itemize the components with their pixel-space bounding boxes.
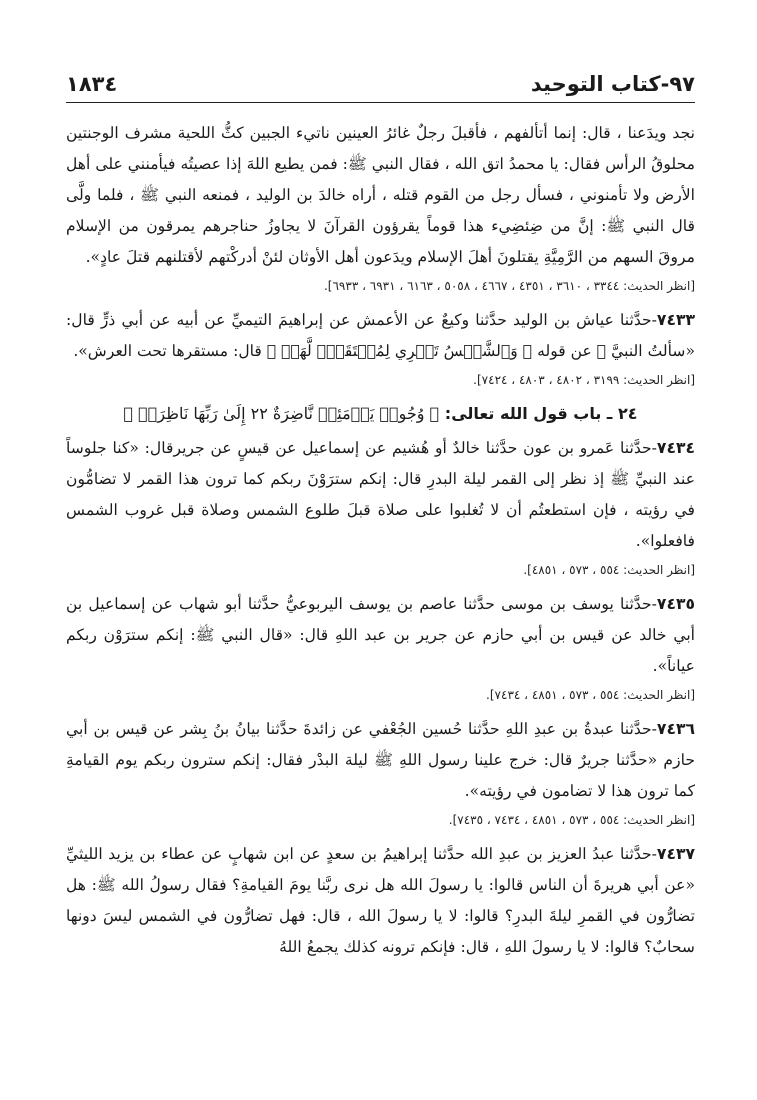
hadith-continuation: نجد ويدَعنا ، قال: إنما أتألفهم ، فأقبلَ رجلٌ غائرُ العينين ناتيء الجبين كثُّ اللحية مشرف الوجنتين محلوقُ الرأس فقال: يا محمدُ اتق الله ، فقال النبي ﷺ: فمن يطيع اللهَ إذا عصيتُه فيأمنني على أهل الأرض ولا تأمنوني ، فسأل رجل من القوم قتله ، أراه خالدَ بن الوليد ، فمنعه النبي ﷺ ، فلما ولَّى قال النبي ﷺ: إنَّ من ضِئضِيء هذا قوماً يقرؤون القرآنَ لا يجاوزُ حناجرهم يمرقون من الإسلام مروقَ السهم من الرَّمِيَّةِ يقتلونَ أهلَ الإسلام ويدَعون أهل الأوثان لئنْ أدركْتهم لأقتلنهم قتلَ عادٍ».: [66, 124, 695, 266]
hadith-number: ٧٤٣٥: [656, 595, 695, 613]
hadith-text: -حدَّثنا عَمرو بن عون حدَّثنا خالدٌ أو هُشيم عن إسماعيل عن قيسٍ عن جريرقال: «كنا جلوساً عند النبيِّ ﷺ إذ نظر إلى القمر ليلة البدرِ قال: إنكم سترَوْنَ ربكم كما ترون هذا القمر لا تضامُّون في رؤيته ، فإن استطعتُم أن لا تُغلبوا على صلاة قبلَ طلوع الشمس وصلاة قبل غروب الشمس فافعلوا».: [66, 439, 695, 550]
page-content: [66, 118, 695, 963]
hadith-7435: [66, 589, 695, 682]
page-header: [66, 72, 695, 103]
hadith-reference: [انظر الحديث: ٥٥٤ ، ٥٧٣ ، ٤٨٥١].: [523, 563, 695, 577]
hadith-7437: [66, 839, 695, 963]
hadith-text: -حدَّثنا عياش بن الوليد حدَّثنا وكيعٌ عن الأعمش عن إبراهيمَ التيميِّ عن أبيه عن أبي ذرٍّ قال: «سألتُ النبيَّ ﷺ عن قوله ﴿ وَٱلشَّمۡسُ تَجۡرِي لِمُسۡتَقَرّٖ لَّهَاۚ ﴾ قال: مستقرها تحت العرش».: [66, 311, 695, 360]
hadith-number: ٧٤٣٦: [656, 720, 695, 738]
hadith-reference: [انظر الحديث: ٣٣٤٤ ، ٣٦١٠ ، ٤٣٥١ ، ٤٦٦٧ ، ٥٠٥٨ ، ٦١٦٣ ، ٦٩٣١ ، ٦٩٣٣].: [323, 279, 695, 293]
chapter-verse: ﴿ وُجُوهٞ يَوۡمَئِذٖ نَّاضِرَةٌ ٢٢ إِلَىٰ رَبِّهَا نَاظِرَةٞ ﴾: [123, 404, 440, 423]
hadith-reference: [انظر الحديث: ٣١٩٩ ، ٤٨٠٢ ، ٤٨٠٣ ، ٧٤٢٤].: [473, 373, 695, 387]
hadith-text: -حدَّثنا عبدةُ بن عبدِ اللهِ حدَّثنا حُسين الجُعْفي عن زائدةَ حدَّثنا بيانُ بنُ بِشر عن قيس بن أبي حازم «حدَّثنا جريرٌ قال: خرج علينا رسول اللهِ ﷺ ليلة البدْر فقال: إنكم سترون ربكم يوم القيامةِ كما ترون هذا لا تضامون في رؤيته».: [66, 720, 695, 800]
hadith-number: ٧٤٣٤: [656, 439, 695, 457]
page-number: ١٨٣٤: [66, 72, 118, 96]
hadith-text: -حدَّثنا يوسف بن موسى حدَّثنا عاصم بن يوسف اليربوعيُّ حدَّثنا أبو شهاب عن إسماعيل بن أبي خالد عن قيس بن أبي حازم عن جرير بن عبد اللهِ قال: «قال النبي ﷺ: إنكم سترَوْن ربكم عياناً».: [66, 595, 695, 675]
chapter-heading: [66, 399, 695, 429]
chapter-title: ٢٤ ـ باب قول الله تعالى:: [444, 404, 638, 423]
hadith-7436: [66, 714, 695, 807]
hadith-7434: [66, 433, 695, 557]
hadith-number: ٧٤٣٧: [656, 845, 695, 863]
hadith-reference: [انظر الحديث: ٥٥٤ ، ٥٧٣ ، ٤٨٥١ ، ٧٤٣٤ ، ٧٤٣٥].: [448, 813, 695, 827]
book-title: ٩٧-كتاب التوحيد: [530, 72, 695, 96]
hadith-7433: [66, 305, 695, 367]
hadith-reference: [انظر الحديث: ٥٥٤ ، ٥٧٣ ، ٤٨٥١ ، ٧٤٣٤].: [486, 688, 695, 702]
hadith-text: -حدَّثنا عبدُ العزيز بن عبدِ الله حدَّثنا إبراهيمُ بن سعدٍ عن ابن شهابٍ عن عطاء بن يزيد الليثيِّ «عن أبي هريرةَ أن الناس قالوا: يا رسولَ الله هل نرى ربَّنا يومَ القيامةِ؟ فقال رسولُ الله ﷺ: هل تضارُّون في القمرِ ليلةَ البدرِ؟ قالوا: لا يا رسولَ الله ، قال: فهل تضارُّون في الشمس ليسَ دونها سحابٌ؟ قالوا: لا يا رسولَ اللهِ ، قال: فإنكم ترونه كذلك يجمعُ اللهُ: [66, 845, 695, 956]
hadith-number: ٧٤٣٣: [656, 311, 695, 329]
